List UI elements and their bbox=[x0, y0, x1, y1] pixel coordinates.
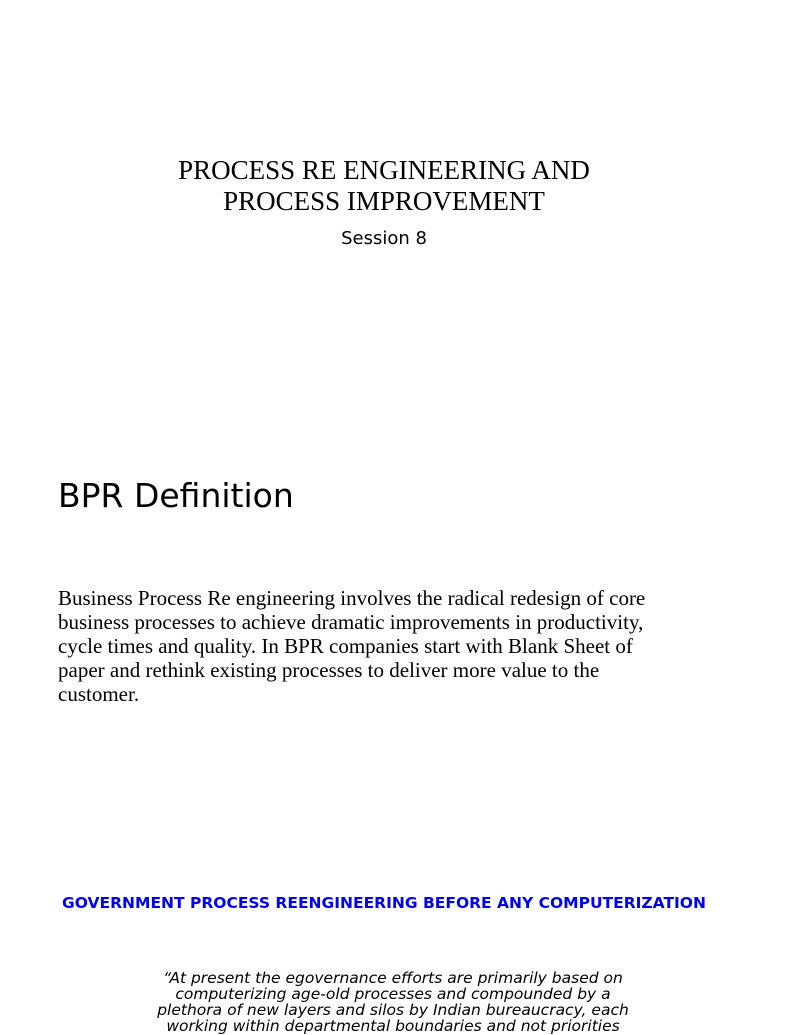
quote-line: plethora of new layers and silos by Indian bureaucracy, each bbox=[157, 1001, 629, 1019]
body-text-line: business processes to achieve dramatic improvements in productivity, bbox=[58, 610, 644, 634]
body-text-line: paper and rethink existing processes to deliver more value to the bbox=[58, 658, 600, 682]
slide-subtitle: Session 8 bbox=[341, 228, 427, 249]
body-text-line: Business Process Re engineering involves the radical redesign of core bbox=[58, 586, 646, 610]
title-slide bbox=[0, 0, 768, 430]
body-text-line: customer. bbox=[58, 682, 140, 706]
quote-line: working within departmental boundaries and not priorities bbox=[166, 1017, 620, 1035]
slide-heading-blue: GOVERNMENT PROCESS REENGINEERING BEFORE ANY COMPUTERIZATION bbox=[62, 894, 706, 912]
quote-line: “At present the egovernance efforts are primarily based on bbox=[163, 969, 623, 987]
government-slide bbox=[0, 850, 768, 1035]
definition-slide bbox=[0, 430, 768, 850]
quote-line: computerizing age-old processes and compounded by a bbox=[175, 985, 611, 1003]
slide-heading: BPR Definition bbox=[58, 476, 294, 515]
slide-title-line-1: PROCESS RE ENGINEERING AND bbox=[178, 155, 590, 185]
body-text-line: cycle times and quality. In BPR companies start with Blank Sheet of bbox=[58, 634, 633, 658]
slide-title-line-2: PROCESS IMPROVEMENT bbox=[223, 186, 545, 216]
